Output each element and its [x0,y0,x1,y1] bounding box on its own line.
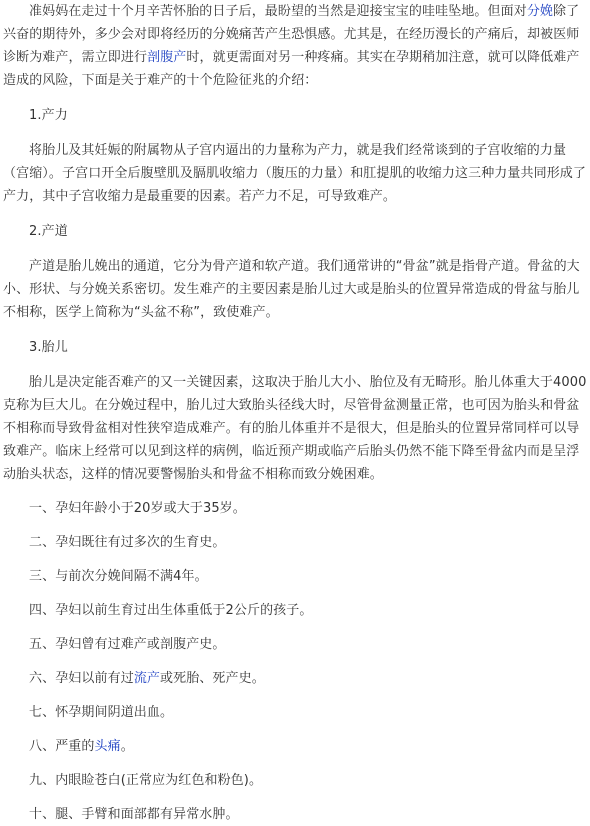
sign-6-text-post: 或死胎、死产史。 [160,671,265,686]
sign-item-1: 一、孕妇年龄小于20岁或大于35岁。 [29,501,246,516]
sign-8-text-pre: 八、严重的 [29,739,95,754]
sign-item-10: 十、腿、手臂和面部都有异常水肿。 [29,807,239,822]
link-toutong[interactable]: 头痛 [94,739,121,754]
section-body-chandao: 产道是胎儿娩出的通道，它分为骨产道和软产道。我们通常讲的“骨盆”就是指骨产道。骨盆的大小、形状、与分娩关系密切。发生难产的主要因素是胎儿过大或是胎头的位置异常造成的骨盆与胎儿不相称，医学上简称为“头盆不称”，致使难产。 [3,259,580,320]
intro-paragraph [3,0,588,92]
section-body-taier: 胎儿是决定能否难产的又一关键因素，这取决于胎儿大小、胎位及有无畸形。胎儿体重大于4000克称为巨大儿。在分娩过程中，胎儿过大致胎头径线大时，尽管骨盆测量正常，也可因为胎头和骨盆不相称而导致骨盆相对性狭窄造成难产。有的胎儿体重并不是很大，但是胎头的位置异常同样可以导致难产。临床上经常可以见到这样的病例，临近预产期或临产后胎头仍然不能下降至骨盆内而是呈浮动胎头状态，这样的情况要警惕胎头和骨盆不相称而致分娩困难。 [3,375,587,482]
section-heading-chandao: 2.产道 [29,224,68,239]
link-liuchan[interactable]: 流产 [133,671,161,686]
sign-8-text-post: 。 [120,739,134,754]
sign-item-6 [3,667,588,690]
sign-item-5: 五、孕妇曾有过难产或剖腹产史。 [29,637,226,652]
sign-item-7: 七、怀孕期间阴道出血。 [29,705,174,720]
intro-text-2: 除了兴奋的期待外，多少会对即将经历的分娩痛苦产生恐惧感。尤其是，在经历漫长的产痛后，却被医师诊断为难产，需立即进行 [3,4,580,65]
link-poufuchan[interactable]: 剖腹产 [147,50,187,65]
section-heading-chanli: 1.产力 [29,108,68,123]
sign-item-4: 四、孕妇以前生育过出生体重低于2公斤的孩子。 [29,603,313,618]
sign-item-8 [3,735,588,758]
sign-item-9: 九、内眼睑苍白(正常应为红色和粉色)。 [29,773,263,788]
intro-text-3: 时，就更需面对另一种疼痛。其实在孕期稍加注意，就可以降低难产造成的风险，下面是关于难产的十个危险征兆的介绍： [3,50,580,88]
sign-item-2: 二、孕妇既往有过多次的生育史。 [29,535,226,550]
sign-item-3: 三、与前次分娩间隔不满4年。 [29,569,208,584]
section-body-chanli: 将胎儿及其妊娠的附属物从子宫内逼出的力量称为产力，就是我们经常谈到的子宫收缩的力量（宫缩）。子宫口开全后腹壁肌及膈肌收缩力（腹压的力量）和肛提肌的收缩力这三种力量共同形成了产力，其中子宫收缩力是最重要的因素。若产力不足，可导致难产。 [3,143,587,204]
intro-text-1: 准妈妈在走过十个月辛苦怀胎的日子后，最盼望的当然是迎接宝宝的哇哇坠地。但面对 [29,4,527,19]
link-fenmian[interactable]: 分娩 [526,4,554,19]
section-heading-taier: 3.胎儿 [29,340,68,355]
sign-6-text-pre: 六、孕妇以前有过 [29,671,134,686]
